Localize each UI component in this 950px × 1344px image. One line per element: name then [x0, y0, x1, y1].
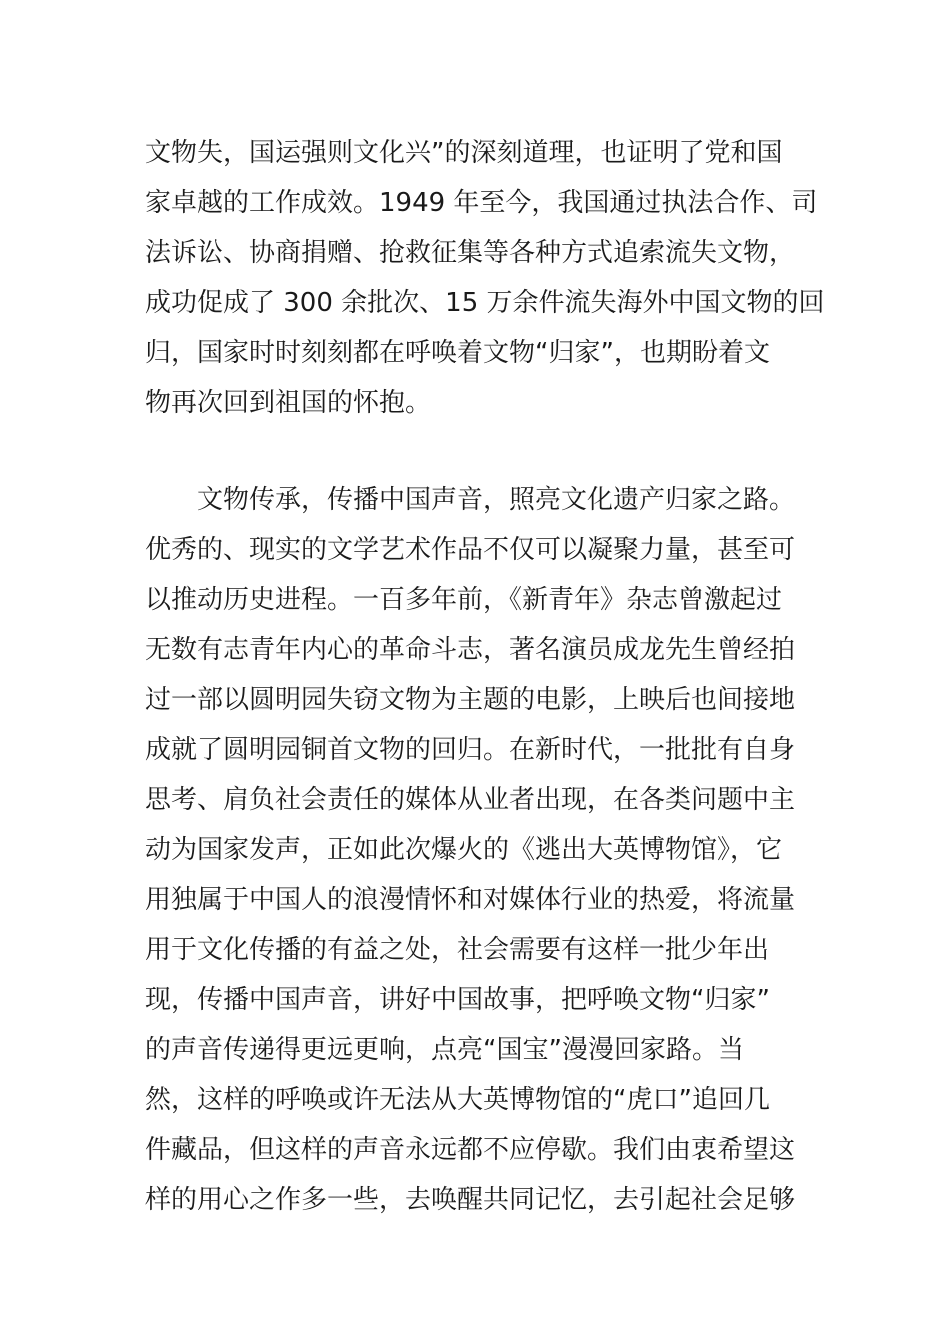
paragraph-2 [145, 475, 815, 1225]
paragraph-line: 成就了圆明园铜首文物的回归。在新时代，一批批有自身 [145, 735, 796, 765]
paragraph-line: 归，国家时时刻刻都在呼唤着文物“归家”，也期盼着文 [145, 338, 770, 368]
paragraph-line: 然，这样的呼唤或许无法从大英博物馆的“虎口”追回几 [145, 1085, 770, 1115]
paragraph-line: 思考、肩负社会责任的媒体从业者出现，在各类问题中主 [145, 785, 796, 815]
paragraph-line: 文物失，国运强则文化兴”的深刻道理，也证明了党和国 [145, 138, 783, 168]
paragraph-1 [145, 128, 825, 428]
paragraph-line: 件藏品，但这样的声音永远都不应停歇。我们由衷希望这 [145, 1135, 796, 1165]
paragraph-line: 用于文化传播的有益之处，社会需要有这样一批少年出 [145, 935, 770, 965]
paragraph-line: 的声音传递得更远更响，点亮“国宝”漫漫回家路。当 [145, 1035, 744, 1065]
paragraph-line: 无数有志青年内心的革命斗志，著名演员成龙先生曾经拍 [145, 635, 796, 665]
paragraph-line: 法诉讼、协商捐赠、抢救征集等各种方式追索流失文物， [145, 238, 796, 268]
paragraph-line: 现，传播中国声音，讲好中国故事，把呼唤文物“归家” [145, 985, 770, 1015]
paragraph-line: 家卓越的工作成效。1949 年至今，我国通过执法合作、司 [145, 188, 818, 218]
paragraph-line: 以推动历史进程。一百多年前，《新青年》杂志曾激起过 [145, 585, 783, 615]
paragraph-line: 动为国家发声，正如此次爆火的《逃出大英博物馆》，它 [145, 835, 783, 865]
paragraph-line: 用独属于中国人的浪漫情怀和对媒体行业的热爱，将流量 [145, 885, 796, 915]
paragraph-line: 样的用心之作多一些，去唤醒共同记忆，去引起社会足够 [145, 1185, 796, 1215]
paragraph-line: 物再次回到祖国的怀抱。 [145, 388, 432, 418]
paragraph-line: 优秀的、现实的文学艺术作品不仅可以凝聚力量，甚至可 [145, 535, 796, 565]
paragraph-line: 成功促成了 300 余批次、15 万余件流失海外中国文物的回 [145, 288, 825, 318]
paragraph-line: 过一部以圆明园失窃文物为主题的电影，上映后也间接地 [145, 685, 796, 715]
paragraph-line: 文物传承，传播中国声音，照亮文化遗产归家之路。 [145, 485, 796, 515]
